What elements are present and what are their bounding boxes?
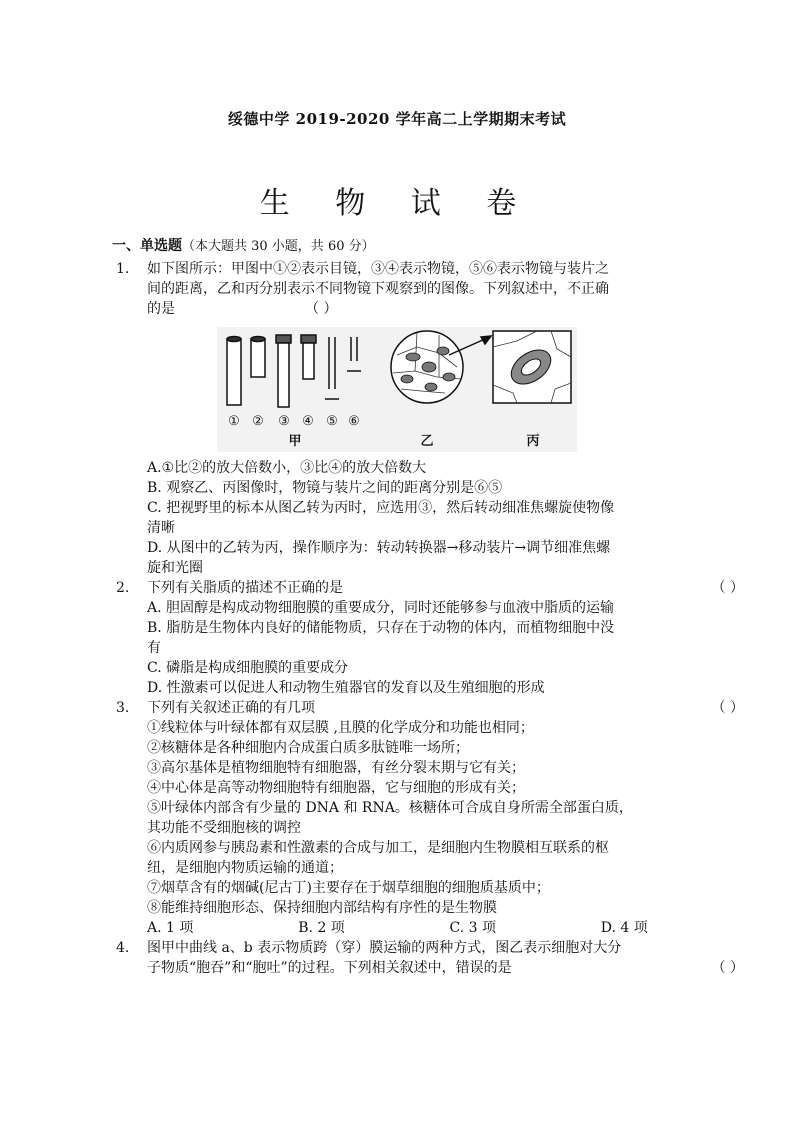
statement-line: ①线粒体与叶绿体都有双层膜 ,且膜的化学成分和功能也相同；: [147, 720, 534, 736]
tube-label: ⑥: [348, 414, 360, 429]
statement-line: ⑧能维持细胞形态、保持细胞内部结构有序性的是生物膜: [147, 900, 497, 916]
question-1: [112, 259, 752, 319]
option-line: B. 观察乙、丙图像时，物镜与装片之间的距离分别是⑥⑤: [147, 480, 503, 496]
option-line: C. 把视野里的标本从图乙转为丙时，应选用③，然后转动细准焦螺旋使物像: [147, 500, 615, 516]
section-note: （本大题共 30 小题，共 60 分）: [182, 239, 375, 254]
option-line: 有: [147, 640, 161, 656]
tube-label: ④: [302, 414, 314, 429]
high-power-view-icon: [493, 331, 571, 403]
tube-label: ⑤: [326, 414, 338, 429]
subject-title: 生 物 试 卷: [259, 186, 535, 221]
statement-line: ②核糖体是各种细胞内合成蛋白质多肽链唯一场所；: [147, 740, 469, 756]
question-stem-line: 的是 （ ）: [147, 301, 338, 317]
option-c: C. 3 项: [449, 920, 496, 936]
question-4: [112, 938, 752, 978]
tube-label: ②: [252, 414, 264, 429]
question-stem-line: 如下图所示：甲图中①②表示目镜，③④表示物镜，⑤⑥表示物镜与装片之: [147, 261, 609, 277]
tube-label: ①: [228, 414, 240, 429]
option-d: D. 4 项: [600, 920, 648, 936]
option-line: C. 磷脂是构成细胞膜的重要成分: [147, 660, 349, 676]
question-2: [112, 578, 752, 598]
question-number: 3.: [116, 700, 130, 716]
microscope-diagram: [217, 327, 577, 452]
question-number: 2.: [116, 580, 130, 596]
eyepiece-2-icon: [251, 337, 265, 378]
answer-blank: （ ）: [305, 301, 338, 317]
question-number: 1.: [116, 261, 130, 277]
statement-line: ⑤叶绿体内部含有少量的 DNA 和 RNA。核糖体可合成自身所需全部蛋白质，: [147, 800, 633, 816]
answer-blank: （ ）: [711, 700, 744, 716]
question-stem-line: 间的距离，乙和丙分别表示不同物镜下观察到的图像。下列叙述中，不正确: [147, 281, 609, 297]
panel-label: 乙: [420, 434, 434, 449]
option-line: 旋和光圈: [147, 560, 203, 576]
low-power-view-icon: [391, 331, 463, 403]
question-3: [112, 698, 752, 718]
exam-content: [112, 236, 752, 978]
statement-line: 其功能不受细胞核的调控: [147, 820, 301, 836]
option-line: D. 从图中的乙转为丙，操作顺序为：转动转换器→移动装片→调节细准焦螺: [147, 540, 611, 556]
question-number: 4.: [116, 940, 130, 956]
option-line: D. 性激素可以促进人和动物生殖器官的发育以及生殖细胞的形成: [147, 680, 545, 696]
school-title: 绥德中学 2019-2020 学年高二上学期期末考试: [227, 110, 567, 128]
panel-label: 甲: [288, 434, 302, 449]
option-a: A. 1 项: [147, 920, 194, 936]
answer-blank: （ ）: [711, 960, 744, 976]
tube-label: ③: [278, 414, 290, 429]
objective-4-icon: [301, 335, 316, 379]
statement-line: ⑥内质网参与胰岛素和性激素的合成与加工，是细胞内生物膜相互联系的枢: [147, 840, 609, 856]
answer-blank: （ ）: [711, 580, 744, 596]
panel-label: 丙: [526, 434, 540, 449]
question-stem: 下列有关叙述正确的有几项: [147, 700, 315, 716]
objective-3-icon: [276, 335, 291, 407]
option-line: A.①比②的放大倍数小，③比④的放大倍数大: [147, 460, 427, 476]
option-line: B. 脂肪是生物体内良好的储能物质，只存在于动物的体内，而植物细胞中没: [147, 620, 615, 636]
option-b: B. 2 项: [298, 920, 345, 936]
eyepiece-1-icon: [227, 337, 241, 406]
section-title: 一、单选题（本大题共 30 小题，共 60 分）: [112, 238, 375, 254]
option-line: A. 胆固醇是构成动物细胞膜的重要成分，同时还能够参与血液中脂质的运输: [147, 600, 615, 616]
question-stem-line: 图甲中曲线 a、b 表示物质跨（穿）膜运输的两种方式，图乙表示细胞对大分: [147, 940, 622, 956]
question-2-options: [112, 598, 752, 698]
statement-line: ⑦烟草含有的烟碱(尼古丁)主要存在于烟草细胞的细胞质基质中；: [147, 880, 550, 896]
question-1-options: [112, 458, 752, 578]
option-line: 清晰: [147, 520, 175, 536]
question-3-options: [112, 918, 752, 938]
microscope-figure: [217, 327, 577, 452]
statement-line: ④中心体是高等动物细胞特有细胞器，它与细胞的形成有关；: [147, 780, 525, 796]
statement-line: 纽，是细胞内物质运输的通道；: [147, 860, 343, 876]
question-stem-line: 子物质“胞吞”和“胞吐”的过程。下列相关叙述中，错误的是 （ ）: [147, 960, 744, 976]
question-3-statements: [112, 718, 752, 918]
question-stem: 下列有关脂质的描述不正确的是: [147, 580, 343, 596]
statement-line: ③高尔基体是植物细胞特有细胞器，有丝分裂末期与它有关；: [147, 760, 525, 776]
